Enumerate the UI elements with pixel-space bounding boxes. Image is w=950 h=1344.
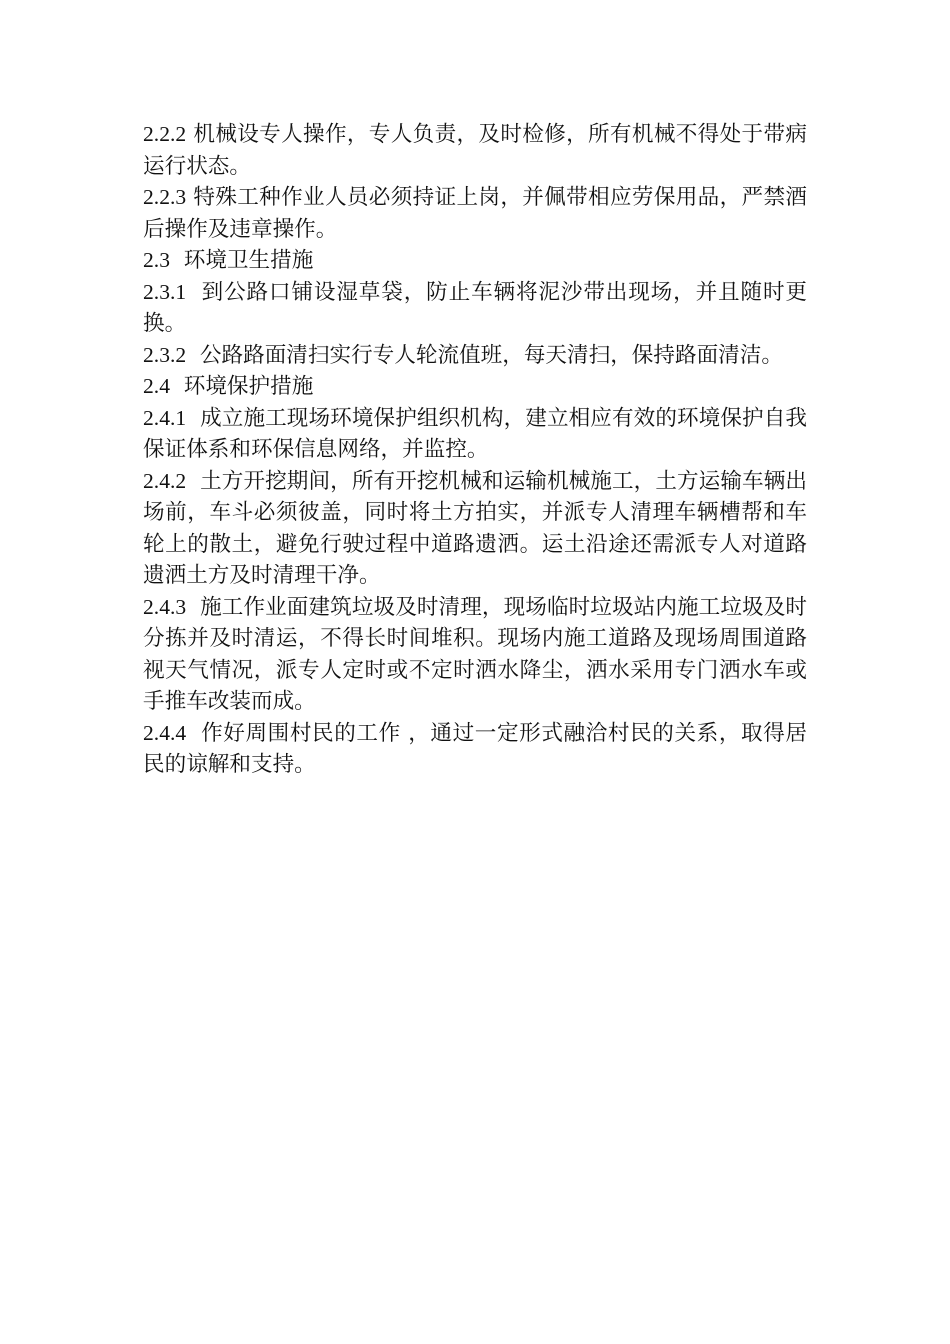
number-separator [186,721,201,746]
section-number: 2.2.2 [143,122,187,146]
paragraph-text: 土方开挖期间，所有开挖机械和运输机械施工，土方运输车辆出场前，车斗必须彼盖，同时将土方拍实，并派专人清理车辆槽帮和车轮上的散土，避免行驶过程中道路遗洒。运土沿途还需派专人对道路遗洒土方及时清理干净。 [143,468,807,588]
paragraph-2-4-3 [143,592,807,718]
section-number: 2.4 [143,374,170,398]
document-body [143,119,807,781]
section-number: 2.4.3 [143,594,187,619]
section-heading-text: 环境保护措施 [183,374,314,399]
number-separator [186,469,200,494]
number-separator [186,343,200,368]
number-separator [186,595,200,620]
paragraph-2-4-1 [143,403,807,466]
section-heading-2-3 [143,245,807,277]
section-number: 2.3.2 [143,342,187,367]
paragraph-2-2-2 [143,119,807,182]
paragraph-2-4-2 [143,466,807,592]
section-number: 2.4.2 [143,468,187,493]
paragraph-text: 施工作业面建筑垃圾及时清理，现场临时垃圾站内施工垃圾及时分拣并及时清运，不得长时间堆积。现场内施工道路及现场周围道路视天气情况，派专人定时或不定时洒水降尘，洒水采用专门洒水车或手推车改装而成。 [143,594,807,714]
paragraph-2-4-4 [143,718,807,781]
paragraph-text: 特殊工种作业人员必须持证上岗，并佩带相应劳保用品，严禁酒后操作及违章操作。 [143,185,807,242]
number-separator [186,406,200,431]
section-number: 2.2.3 [143,185,187,209]
paragraph-text: 作好周围村民的工作 ，通过一定形式融洽村民的关系，取得居民的谅解和支持。 [143,720,807,777]
number-separator [170,248,184,273]
section-number: 2.3 [143,248,170,272]
section-heading-2-4 [143,371,807,403]
paragraph-text: 公路路面清扫实行专人轮流值班，每天清扫，保持路面清洁。 [199,342,783,368]
section-heading-text: 环境卫生措施 [183,248,314,273]
section-number: 2.3.1 [143,279,187,304]
section-number: 2.4.4 [143,720,187,745]
paragraph-text: 到公路口铺设湿草袋，防止车辆将泥沙带出现场，并且随时更换。 [143,279,807,336]
paragraph-text: 机械设专人操作，专人负责，及时检修，所有机械不得处于带病运行状态。 [143,122,807,179]
paragraph-text: 成立施工现场环境保护组织机构，建立相应有效的环境保护自我保证体系和环保信息网络，并监控。 [143,405,807,462]
number-separator [170,374,184,399]
paragraph-2-3-2 [143,340,807,372]
number-separator [186,280,201,305]
paragraph-2-3-1 [143,277,807,340]
paragraph-2-2-3 [143,182,807,245]
section-number: 2.4.1 [143,405,187,430]
